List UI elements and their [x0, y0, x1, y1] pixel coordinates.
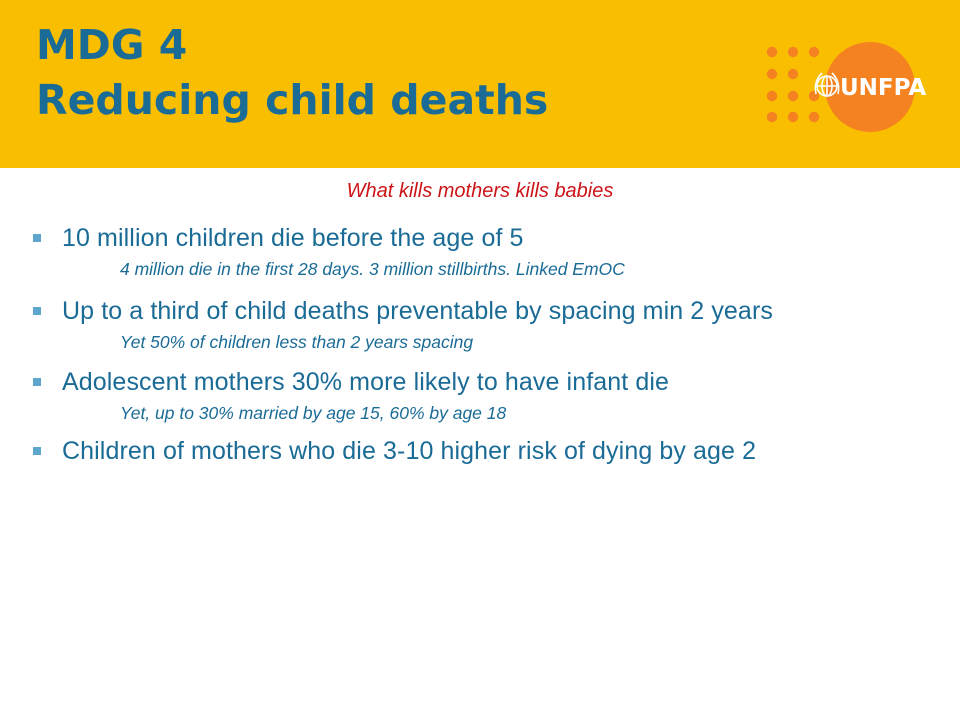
list-item [30, 295, 930, 354]
subtitle: What kills mothers kills babies [346, 180, 614, 202]
list-item [30, 435, 930, 467]
page-title [36, 18, 548, 128]
bullet-subtext: 4 million die in the first 28 days. 3 million stillbirths. Linked EmOC [120, 259, 625, 279]
square-bullet-icon [33, 307, 41, 315]
bullet-subtext: Yet, up to 30% married by age 15, 60% by age 18 [120, 403, 507, 423]
square-bullet-icon [33, 234, 41, 242]
header-banner [0, 0, 960, 168]
title-line-1: MDG 4 [36, 21, 188, 69]
bullet-subtext: Yet 50% of children less than 2 years spacing [120, 332, 474, 352]
list-item [30, 366, 930, 425]
bullet-text: 10 million children die before the age of 5 [62, 224, 524, 252]
list-item [30, 222, 930, 281]
bullet-text: Adolescent mothers 30% more likely to have infant die [62, 368, 670, 396]
square-bullet-icon [33, 378, 41, 386]
bullet-text: Up to a third of child deaths preventable by spacing min 2 years [62, 297, 773, 325]
unfpa-logo-icon [760, 42, 930, 132]
bullet-text: Children of mothers who die 3-10 higher risk of dying by age 2 [62, 437, 757, 465]
square-bullet-icon [33, 447, 41, 455]
logo-text: UNFPA [840, 75, 927, 101]
title-line-2: Reducing child deaths [36, 76, 549, 124]
bullet-list [30, 222, 930, 467]
